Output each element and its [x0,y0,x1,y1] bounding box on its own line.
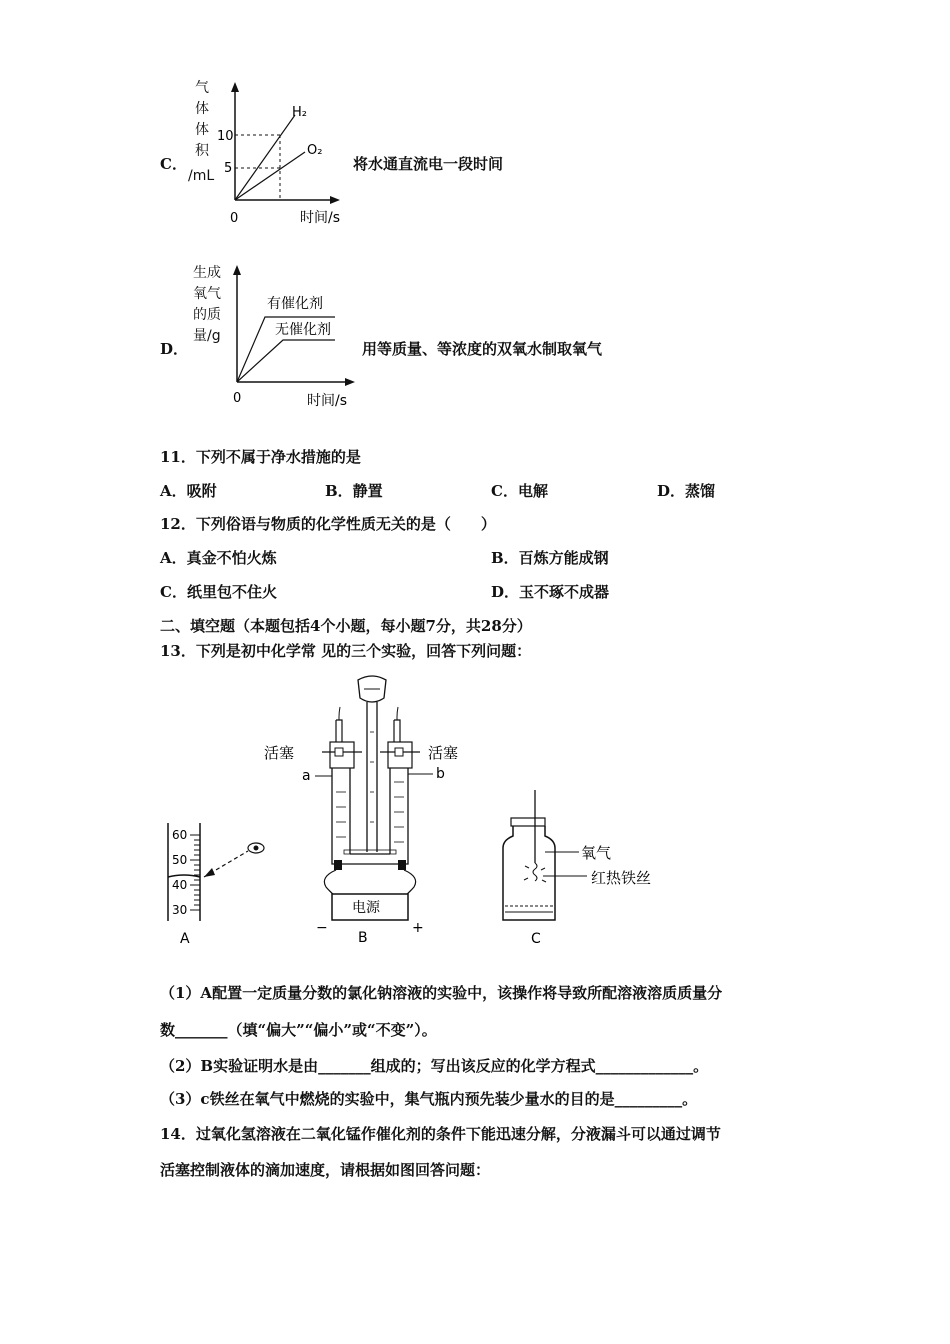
d-series-nocat: 无催化剂 [275,322,331,338]
q13-part1-line1: （1）A配置一定质量分数的氯化钠溶液的实验中，该操作将导致所配溶液溶质质量分 [160,984,723,1002]
q11-option-b: B．静置 [325,482,383,500]
d-xlabel: 时间/s [307,393,348,409]
fig-a-label: A [180,931,190,947]
d-nocat-line [237,340,335,382]
q12-option-c: C．纸里包不住火 [160,583,277,601]
c-xlabel: 时间/s [300,210,341,226]
c-o2-line [235,152,305,200]
option-c-yunit: /mL [188,168,215,184]
d-series-cat: 有催化剂 [267,296,323,312]
c-series-o2: O₂ [307,143,323,158]
c-series-h2: H₂ [292,105,307,120]
option-c-chart [210,80,360,230]
q12-option-a: A．真金不怕火炼 [160,549,277,567]
option-c-desc: 将水通直流电一段时间 [353,155,504,173]
fig-c-label: C [531,931,541,947]
fig-b-valve-right: 活塞 [428,744,459,762]
fig-a-tick-30: 30 [172,903,188,917]
option-c-ylabel: 气 体 体 积 [195,80,209,159]
section-2-heading: 二、填空题（本题包括4个小题，每小题7分，共28分） [160,617,532,635]
fig-b-plus: + [412,920,424,936]
fig-a-tick-60: 60 [172,828,188,842]
d-origin: 0 [233,391,242,406]
q13-part2: （2）B实验证明水是由_______组成的；写出该反应的化学方程式_____________。 [160,1057,709,1075]
c-origin: 0 [230,211,239,226]
q13-part1-line2: 数_______（填“偏大”“偏小”或“不变”）。 [160,1021,437,1039]
fig-b-valve-left: 活塞 [264,744,295,762]
fig-b-label-b: b [436,766,445,782]
fig-a-tick-50: 50 [172,853,188,867]
option-d-desc: 用等质量、等浓度的双氧水制取氧气 [362,340,603,358]
figure-c-gas-bottle [495,788,675,948]
q11-stem: 11．下列不属于净水措施的是 [160,448,361,466]
q13-part3: （3）c铁丝在氧气中燃烧的实验中，集气瓶内预先装少量水的目的是_________。 [160,1090,698,1108]
d-y-arrow [233,265,241,275]
q11-option-d: D．蒸馏 [657,482,716,500]
q12-option-b: B．百炼方能成钢 [491,549,609,567]
q14-line1: 14．过氧化氢溶液在二氧化锰作催化剂的条件下能迅速分解，分液漏斗可以通过调节 [160,1125,721,1143]
q12-option-d: D．玉不琢不成器 [491,583,610,601]
c-y-arrow [231,82,239,92]
option-d-letter: D． [160,340,189,358]
fig-b-minus: − [316,920,328,936]
q11-option-c: C．电解 [491,482,548,500]
q13-stem: 13．下列是初中化学常 见的三个实验，回答下列问题： [160,642,532,660]
option-c-letter: C． [160,155,187,173]
option-d-chart [225,262,365,417]
fig-c-oxygen: 氧气 [581,844,612,862]
figure-b-electrolysis [260,672,475,947]
c-x-arrow [330,196,340,204]
c-h2-line [235,115,295,200]
fig-c-wire: 红热铁丝 [591,869,652,887]
fig-b-power: 电源 [352,900,380,916]
c-tick-5: 5 [224,161,233,176]
option-d-ylabel: 生成 氧气 的质 量/g [193,265,221,344]
d-x-arrow [345,378,355,386]
fig-b-label: B [358,930,368,946]
q12-stem: 12．下列俗语与物质的化学性质无关的是（ ） [160,515,496,533]
q14-line2: 活塞控制液体的滴加速度，请根据如图回答问题： [160,1161,491,1179]
q11-option-a: A．吸附 [160,482,217,500]
fig-b-label-a: a [302,768,311,784]
c-tick-10: 10 [217,129,234,144]
burning-wire-icon [524,863,546,882]
fig-a-tick-40: 40 [172,878,188,892]
